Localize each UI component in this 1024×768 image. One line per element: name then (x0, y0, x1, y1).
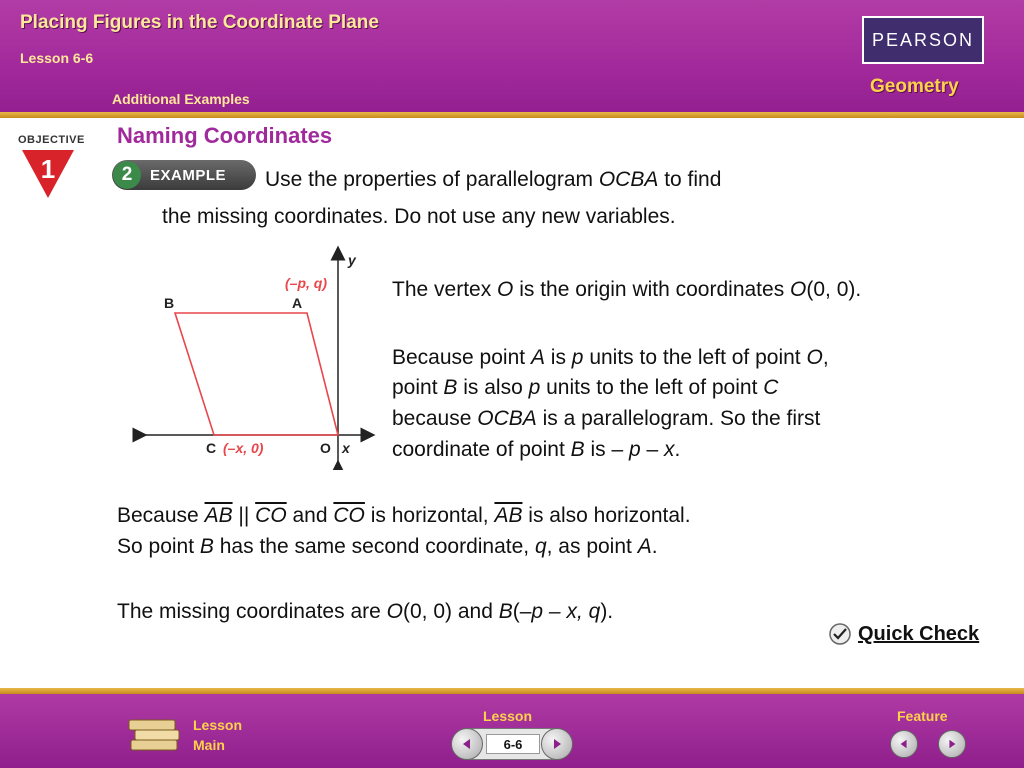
vertex-c-label: C (206, 440, 217, 456)
lesson-next-button[interactable] (541, 728, 573, 760)
explanation-line-4: coordinate of point B is – p – x. (392, 438, 681, 461)
quick-check-link[interactable] (828, 622, 979, 646)
lesson-main-label-1: Lesson (193, 717, 243, 733)
parallelogram-ocba (175, 313, 338, 435)
lesson-label: Lesson 6-6 (20, 50, 94, 66)
arrow-right-icon (550, 737, 564, 751)
y-axis-label: y (348, 252, 356, 268)
section-title: Naming Coordinates (117, 123, 333, 148)
footer-divider (0, 688, 1024, 694)
problem-line-2: the missing coordinates. Do not use any new variables. (162, 205, 676, 228)
header-divider (0, 112, 1024, 118)
objective-number: 1 (40, 154, 56, 184)
second-coordinate-statement: So point B has the same second coordinate, q, as point A. (117, 535, 658, 558)
arrow-left-icon (898, 738, 910, 750)
example-badge (112, 160, 256, 190)
explanation-line-3: because OCBA is a parallelogram. So the first (392, 407, 821, 430)
page-title: Placing Figures in the Coordinate Plane (20, 12, 379, 33)
feature-next-button[interactable] (938, 730, 966, 758)
course-name: Geometry (870, 76, 959, 97)
lesson-main-label-2: Main (193, 737, 225, 753)
objective-triangle-icon (18, 146, 78, 202)
example-label: EXAMPLE (150, 166, 227, 184)
explanation-line-1: Because point A is p units to the left of point O, (392, 346, 829, 369)
lesson-nav-label: Lesson (483, 708, 533, 724)
arrow-left-icon (460, 737, 474, 751)
section-subtitle: Additional Examples (112, 91, 250, 107)
quick-check-label[interactable]: Quick Check (858, 622, 980, 645)
lesson-main-button[interactable] (125, 712, 265, 760)
lesson-number: 6-6 (486, 734, 540, 754)
parallel-statement: Because $\overline{AB}$ || $\overline{CO}$ and $\overline{CO}$ is horizontal, $\overline{AB}$ is also horizontal. (117, 504, 691, 527)
origin-statement: The vertex O is the origin with coordinates O(0, 0). (392, 278, 862, 301)
vertex-a-coordinates: (–p, q) (285, 275, 327, 291)
explanation-line-2: point B is also p units to the left of point C (392, 376, 779, 399)
problem-line-1: Use the properties of parallelogram OCBA to find (265, 168, 722, 191)
parallelogram-figure (130, 245, 380, 470)
books-icon (125, 714, 185, 758)
lesson-prev-button[interactable] (451, 728, 483, 760)
checkmark-cursor-icon (828, 622, 852, 646)
conclusion-statement: The missing coordinates are O(0, 0) and B(–p – x, q). (117, 600, 614, 623)
feature-nav-label: Feature (897, 708, 948, 724)
feature-prev-button[interactable] (890, 730, 918, 758)
vertex-c-coordinates: (–x, 0) (223, 440, 264, 456)
objective-label: OBJECTIVE (18, 134, 85, 146)
vertex-o-label: O (320, 440, 331, 456)
x-axis-label: x (342, 440, 350, 456)
pearson-logo: PEARSON (862, 16, 984, 64)
vertex-b-label: B (164, 295, 175, 311)
objective-badge (18, 134, 94, 207)
example-number: 2 (113, 161, 141, 189)
vertex-a-label: A (292, 295, 303, 311)
arrow-right-icon (946, 738, 958, 750)
